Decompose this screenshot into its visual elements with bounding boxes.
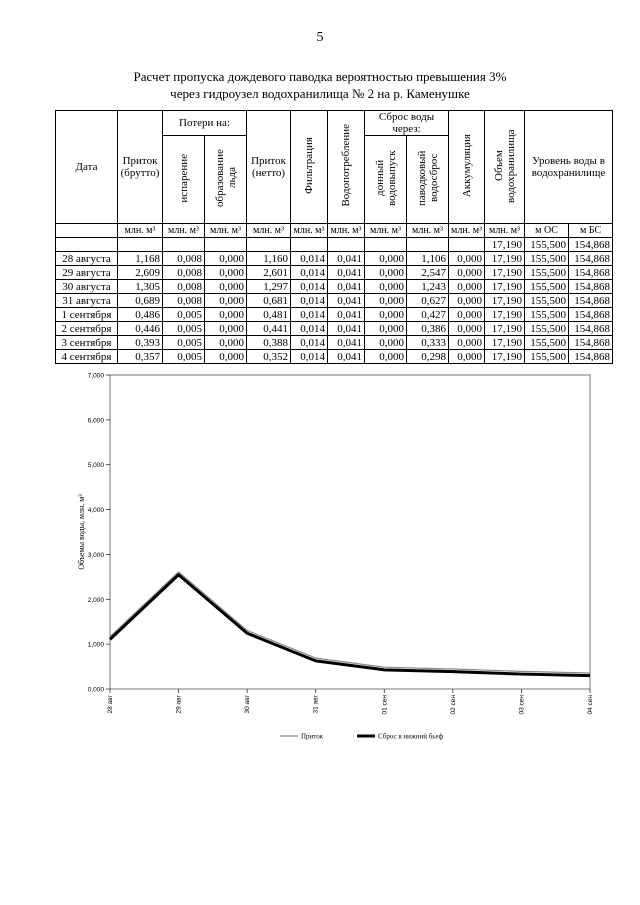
series-line-inflow — [110, 572, 590, 673]
unit-cell: млн. м³ — [328, 224, 365, 238]
unit-cell: м БС — [569, 224, 613, 238]
value-cell: 155,500 — [525, 294, 569, 308]
y-tick-label: 4,000 — [87, 507, 104, 515]
value-cell: 0,008 — [163, 294, 205, 308]
header-evaporation: испарение — [163, 136, 205, 224]
y-tick-label: 0,000 — [87, 686, 104, 694]
value-cell: 0,000 — [205, 294, 247, 308]
value-cell: 0,005 — [163, 308, 205, 322]
value-cell: 155,500 — [525, 252, 569, 266]
table-row — [56, 280, 613, 294]
initial-row — [56, 238, 613, 252]
header-volume: Объем водохранилища — [485, 111, 525, 224]
x-tick-label: 29 авг — [175, 695, 183, 714]
y-tick-label: 5,000 — [87, 462, 104, 470]
table-row — [56, 266, 613, 280]
value-cell: 0,005 — [163, 336, 205, 350]
units-row — [56, 224, 613, 238]
value-cell: 1,297 — [247, 280, 291, 294]
header-bottom-outlet: донный водовыпуск — [365, 136, 407, 224]
unit-cell: м ОС — [525, 224, 569, 238]
value-cell: 0,014 — [291, 308, 328, 322]
value-cell — [328, 238, 365, 252]
date-cell: 2 сентября — [56, 322, 118, 336]
value-cell: 0,352 — [247, 350, 291, 364]
value-cell: 0,041 — [328, 350, 365, 364]
table-body — [56, 238, 613, 364]
table-row — [56, 294, 613, 308]
header-date: Дата — [56, 111, 118, 224]
unit-cell: млн. м³ — [205, 224, 247, 238]
x-tick-label: 01 сен — [381, 695, 389, 715]
value-cell: 0,041 — [328, 294, 365, 308]
value-cell: 0,446 — [118, 322, 163, 336]
value-cell — [118, 238, 163, 252]
value-cell: 155,500 — [525, 266, 569, 280]
value-cell: 1,305 — [118, 280, 163, 294]
value-cell: 0,000 — [449, 336, 485, 350]
value-cell: 155,500 — [525, 350, 569, 364]
value-cell: 2,601 — [247, 266, 291, 280]
date-cell: 31 августа — [56, 294, 118, 308]
value-cell: 0,014 — [291, 266, 328, 280]
value-cell: 17,190 — [485, 294, 525, 308]
value-cell: 154,868 — [569, 266, 613, 280]
value-cell: 155,500 — [525, 238, 569, 252]
header-losses: Потери на: — [163, 111, 247, 136]
date-cell: 3 сентября — [56, 336, 118, 350]
value-cell: 0,041 — [328, 308, 365, 322]
value-cell: 0,041 — [328, 280, 365, 294]
value-cell: 0,041 — [328, 336, 365, 350]
value-cell: 0,041 — [328, 322, 365, 336]
header-level: Уровень воды в водохранилище — [525, 111, 613, 224]
unit-cell: млн. м³ — [407, 224, 449, 238]
page-number: 5 — [316, 30, 324, 45]
value-cell: 0,000 — [205, 252, 247, 266]
value-cell — [365, 238, 407, 252]
legend-label: Сброс в нижний бьеф — [378, 732, 444, 741]
value-cell: 155,500 — [525, 322, 569, 336]
value-cell: 17,190 — [485, 238, 525, 252]
value-cell — [291, 238, 328, 252]
value-cell: 0,689 — [118, 294, 163, 308]
value-cell: 17,190 — [485, 308, 525, 322]
value-cell: 0,014 — [291, 280, 328, 294]
value-cell: 154,868 — [569, 252, 613, 266]
value-cell: 0,393 — [118, 336, 163, 350]
value-cell: 0,000 — [449, 252, 485, 266]
value-cell: 0,386 — [407, 322, 449, 336]
value-cell: 0,333 — [407, 336, 449, 350]
y-tick-label: 2,000 — [87, 596, 104, 604]
value-cell — [449, 238, 485, 252]
y-tick-label: 6,000 — [87, 417, 104, 425]
title-line-2: через гидроузел водохранилища № 2 на р. Каменушке — [170, 86, 470, 101]
value-cell: 0,000 — [205, 308, 247, 322]
value-cell: 0,000 — [449, 280, 485, 294]
table-row — [56, 308, 613, 322]
value-cell: 0,627 — [407, 294, 449, 308]
value-cell: 0,000 — [365, 280, 407, 294]
volume-chart — [70, 362, 600, 747]
x-tick-label: 31 авг — [312, 695, 320, 714]
value-cell: 0,000 — [449, 322, 485, 336]
value-cell: 0,014 — [291, 294, 328, 308]
value-cell: 154,868 — [569, 280, 613, 294]
value-cell: 0,000 — [205, 322, 247, 336]
value-cell: 0,000 — [365, 308, 407, 322]
unit-cell: млн. м³ — [291, 224, 328, 238]
value-cell: 154,868 — [569, 350, 613, 364]
value-cell: 0,681 — [247, 294, 291, 308]
value-cell: 2,547 — [407, 266, 449, 280]
value-cell: 0,000 — [205, 280, 247, 294]
value-cell: 0,000 — [449, 350, 485, 364]
value-cell: 0,298 — [407, 350, 449, 364]
x-tick-label: 28 авг — [107, 695, 114, 714]
date-cell: 30 августа — [56, 280, 118, 294]
series-line-discharge — [110, 575, 590, 676]
value-cell: 17,190 — [485, 322, 525, 336]
title-line-1: Расчет пропуска дождевого паводка вероятностью превышения 3% — [133, 69, 507, 84]
value-cell: 0,000 — [365, 336, 407, 350]
x-tick-label: 02 сен — [449, 695, 457, 715]
y-tick-label: 7,000 — [87, 372, 104, 380]
value-cell: 0,005 — [163, 350, 205, 364]
value-cell: 0,000 — [449, 308, 485, 322]
value-cell: 0,008 — [163, 252, 205, 266]
unit-cell: млн. м³ — [118, 224, 163, 238]
value-cell: 154,868 — [569, 308, 613, 322]
value-cell — [407, 238, 449, 252]
x-tick-label: 04 сен — [587, 695, 594, 715]
value-cell: 0,014 — [291, 350, 328, 364]
value-cell: 0,357 — [118, 350, 163, 364]
value-cell: 0,008 — [163, 266, 205, 280]
value-cell: 0,000 — [365, 252, 407, 266]
header-water-use: Водопотребление — [328, 111, 365, 224]
y-tick-label: 3,000 — [87, 551, 104, 559]
header-accumulation: Аккумуляция — [449, 111, 485, 224]
value-cell: 17,190 — [485, 280, 525, 294]
calculation-table — [55, 110, 613, 364]
value-cell: 0,000 — [365, 294, 407, 308]
value-cell: 0,041 — [328, 252, 365, 266]
unit-cell: млн. м³ — [163, 224, 205, 238]
value-cell: 154,868 — [569, 238, 613, 252]
value-cell: 0,388 — [247, 336, 291, 350]
value-cell: 0,000 — [365, 322, 407, 336]
table-row — [56, 252, 613, 266]
value-cell: 0,000 — [449, 294, 485, 308]
header-inflow-gross: Приток (брутто) — [118, 111, 163, 224]
header-inflow-net: Приток (нетто) — [247, 111, 291, 224]
value-cell — [247, 238, 291, 252]
value-cell: 0,000 — [365, 350, 407, 364]
value-cell: 0,000 — [449, 266, 485, 280]
value-cell: 0,000 — [205, 350, 247, 364]
value-cell: 0,014 — [291, 252, 328, 266]
value-cell: 17,190 — [485, 336, 525, 350]
header-spillway: паводковый водосброс — [407, 136, 449, 224]
unit-cell: млн. м³ — [449, 224, 485, 238]
header-ice: образование льда — [205, 136, 247, 224]
value-cell: 0,000 — [205, 336, 247, 350]
value-cell: 0,014 — [291, 336, 328, 350]
table-row — [56, 322, 613, 336]
value-cell: 154,868 — [569, 322, 613, 336]
value-cell: 155,500 — [525, 280, 569, 294]
value-cell: 0,000 — [205, 266, 247, 280]
date-cell: 29 августа — [56, 266, 118, 280]
header-discharge: Сброс воды через: — [365, 111, 449, 136]
value-cell: 0,486 — [118, 308, 163, 322]
date-cell — [56, 238, 118, 252]
value-cell: 0,441 — [247, 322, 291, 336]
date-cell: 28 августа — [56, 252, 118, 266]
value-cell: 155,500 — [525, 336, 569, 350]
legend-label: Приток — [301, 732, 324, 741]
value-cell: 0,008 — [163, 280, 205, 294]
table-row — [56, 336, 613, 350]
value-cell: 1,106 — [407, 252, 449, 266]
y-axis-label: Объемы воды, млн. м³ — [77, 494, 86, 570]
value-cell: 1,160 — [247, 252, 291, 266]
value-cell: 0,005 — [163, 322, 205, 336]
date-cell: 4 сентября — [56, 350, 118, 364]
date-cell: 1 сентября — [56, 308, 118, 322]
unit-cell: млн. м³ — [485, 224, 525, 238]
value-cell: 0,481 — [247, 308, 291, 322]
x-tick-label: 30 авг — [244, 695, 252, 714]
value-cell: 154,868 — [569, 294, 613, 308]
value-cell: 0,427 — [407, 308, 449, 322]
value-cell: 2,609 — [118, 266, 163, 280]
x-tick-label: 03 сен — [518, 695, 526, 715]
unit-cell: млн. м³ — [247, 224, 291, 238]
value-cell: 17,190 — [485, 266, 525, 280]
header-filtration: Фильтрация — [291, 111, 328, 224]
value-cell: 0,000 — [365, 266, 407, 280]
value-cell: 1,243 — [407, 280, 449, 294]
plot-area — [110, 375, 590, 689]
value-cell: 17,190 — [485, 350, 525, 364]
value-cell: 0,014 — [291, 322, 328, 336]
value-cell — [163, 238, 205, 252]
document-title — [0, 68, 640, 102]
value-cell: 155,500 — [525, 308, 569, 322]
value-cell: 17,190 — [485, 252, 525, 266]
value-cell — [205, 238, 247, 252]
value-cell: 1,168 — [118, 252, 163, 266]
unit-cell: млн. м³ — [365, 224, 407, 238]
value-cell: 154,868 — [569, 336, 613, 350]
value-cell: 0,041 — [328, 266, 365, 280]
y-tick-label: 1,000 — [87, 641, 104, 649]
